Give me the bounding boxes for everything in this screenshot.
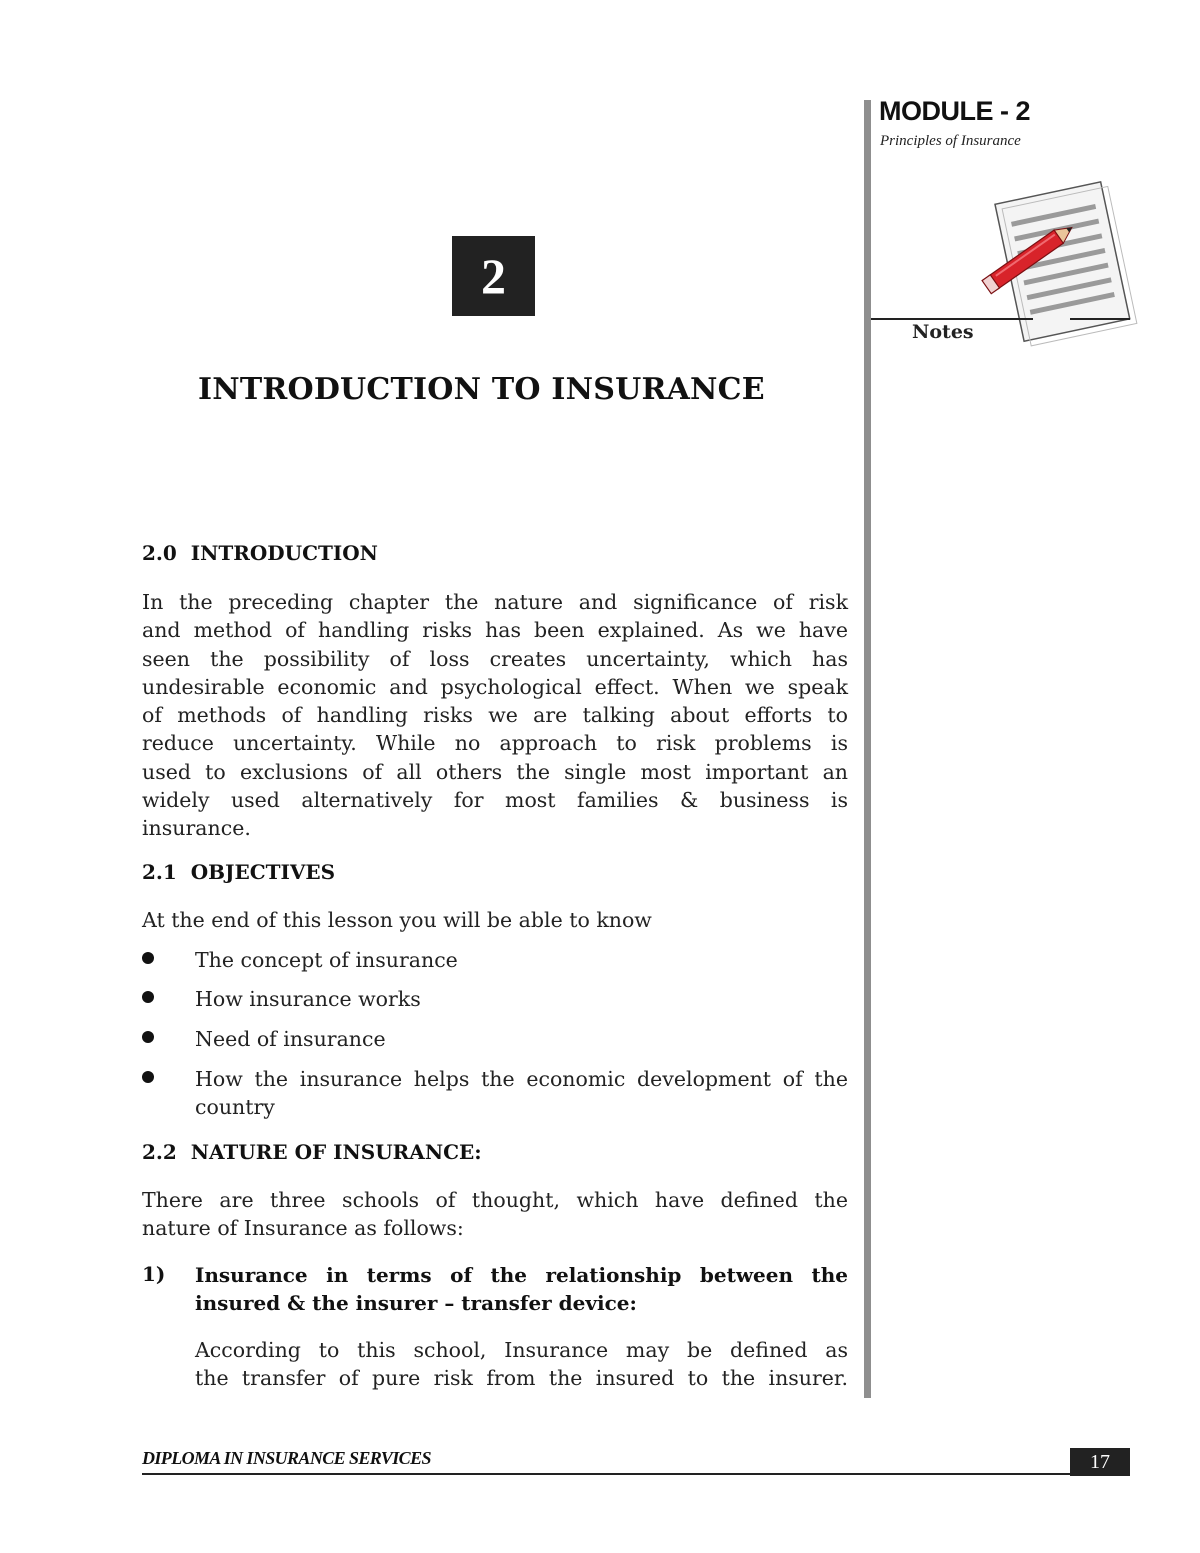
item-body [195, 1336, 848, 1393]
notes-divider [871, 318, 1033, 320]
margin-rule [864, 100, 871, 1398]
paragraph-line: seen the possibility of loss creates uncertainty, which has [142, 646, 848, 671]
module-title: MODULE - 2 [879, 96, 1031, 126]
notes-pencil-icon [980, 170, 1140, 350]
bullet-text: How the insurance helps the economic development of the country [195, 1067, 848, 1120]
introduction-paragraph [142, 588, 848, 843]
paragraph-line: undesirable economic and psychological effect. When we speak [142, 674, 848, 699]
page-number: 17 [1070, 1448, 1130, 1476]
paragraph-line: widely used alternatively for most families & business is [142, 788, 848, 813]
section-heading-nature: 2.2 NATURE OF INSURANCE: [142, 1140, 482, 1164]
paragraph-line: In the preceding chapter the nature and significance of risk [142, 590, 848, 614]
notes-divider-right [1070, 318, 1130, 320]
paragraph-line: nature of Insurance as follows: [142, 1216, 464, 1241]
chapter-title: INTRODUCTION TO INSURANCE [198, 372, 765, 407]
paragraph-line: and method of handling risks has been explained. As we have [142, 618, 848, 643]
paragraph-line: used to exclusions of all others the single most important an [142, 759, 848, 784]
paragraph-line: the transfer of pure risk from the insured to the insurer. [195, 1366, 848, 1391]
paragraph-line: insurance. [142, 816, 251, 841]
item-title [195, 1261, 848, 1318]
paragraph-line: There are three schools of thought, which have defined the [142, 1188, 848, 1212]
module-subtitle: Principles of Insurance [880, 133, 1021, 149]
bullet-text: The concept of insurance [195, 948, 458, 972]
section-heading-introduction: 2.0 INTRODUCTION [142, 541, 378, 565]
bullet-text: Need of insurance [195, 1027, 386, 1051]
paragraph-line: According to this school, Insurance may be defined as [195, 1338, 848, 1362]
paragraph-line: of methods of handling risks we are talking about efforts to [142, 703, 848, 728]
paragraph-line: reduce uncertainty. While no approach to risk problems is [142, 731, 848, 756]
bullet-icon [142, 991, 154, 1003]
section-heading-objectives: 2.1 OBJECTIVES [142, 860, 336, 884]
nature-paragraph [142, 1186, 848, 1243]
bullet-icon [142, 952, 154, 964]
item-title-line: insured & the insurer – transfer device: [195, 1291, 637, 1316]
footer-rule [142, 1473, 1130, 1475]
bullet-text: How insurance works [195, 987, 421, 1011]
bullet-icon [142, 1071, 154, 1083]
item-title-line: Insurance in terms of the relationship between the [195, 1263, 848, 1287]
item-number: 1) [142, 1262, 166, 1286]
bullet-icon [142, 1031, 154, 1043]
chapter-number: 2 [452, 236, 535, 316]
footer-course-title: DIPLOMA IN INSURANCE SERVICES [142, 1448, 431, 1468]
notes-label: Notes [912, 321, 974, 343]
objectives-lead: At the end of this lesson you will be able to know [142, 908, 652, 932]
